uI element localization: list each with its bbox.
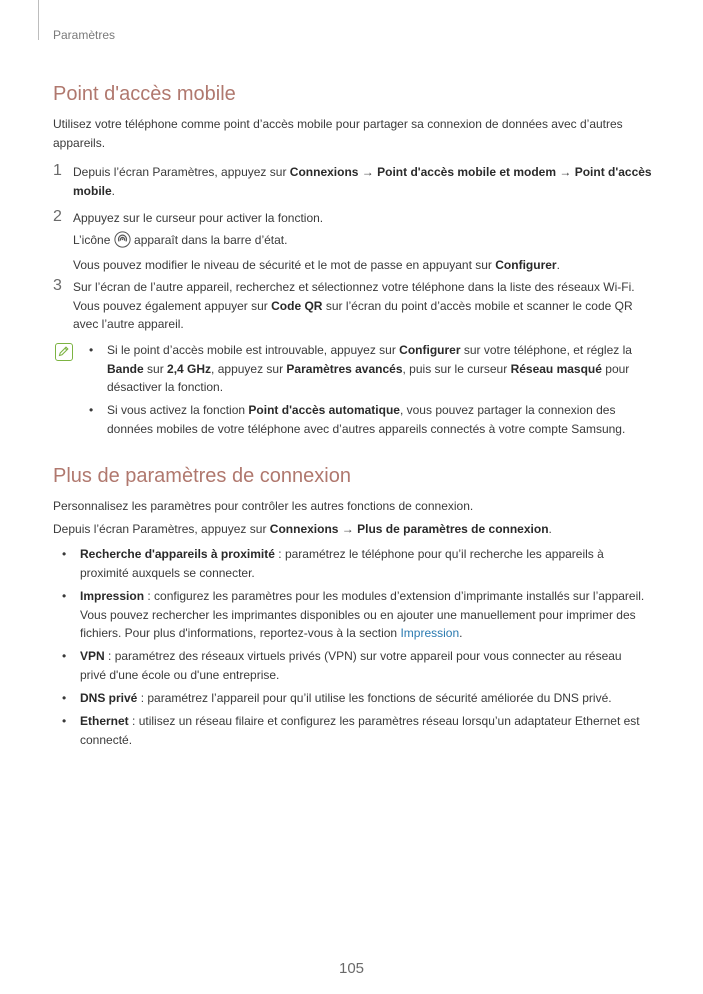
section-title-hotspot: Point d'accès mobile [53,83,236,105]
step-text: Depuis l’écran Paramètres, appuyez sur Connexions → Point d'accès mobile et modem → Point d'accès mobile. [73,165,652,198]
settings-path: Depuis l’écran Paramètres, appuyez sur Connexions → Plus de paramètres de connexion. [53,522,552,536]
step-number: 2 [53,208,62,225]
header-rule [38,0,39,40]
step-text: Sur l’écran de l’autre appareil, recherchez et sélectionnez votre téléphone dans la liste des réseaux Wi-Fi. Vous pouvez également appuyer sur Code QR sur l’écran du point d’accès mobile et scanner le code QR avec l’autre appareil. [73,280,635,331]
printing-link[interactable]: Impression [400,626,460,640]
step-text: Appuyez sur le curseur pour activer la fonction. L’icône apparaît dans la barre d’état. Vous pouvez modifier le niveau de sécurité et le mot de passe en appuyant sur Configurer. [73,211,560,272]
hotspot-icon [114,231,131,254]
section-intro-more-settings: Personnalisez les paramètres pour contrôler les autres fonctions de connexion. [53,499,474,513]
running-header: Paramètres [53,28,116,42]
step-number: 1 [53,162,62,179]
step-number: 3 [53,277,62,294]
page-number: 105 [338,960,365,977]
note-icon [55,343,73,361]
section-intro-hotspot: Utilisez votre téléphone comme point d’accès mobile pour partager sa connexion de données avec d’autres appareils. [53,117,623,150]
section-title-more-settings: Plus de paramètres de connexion [53,465,351,487]
